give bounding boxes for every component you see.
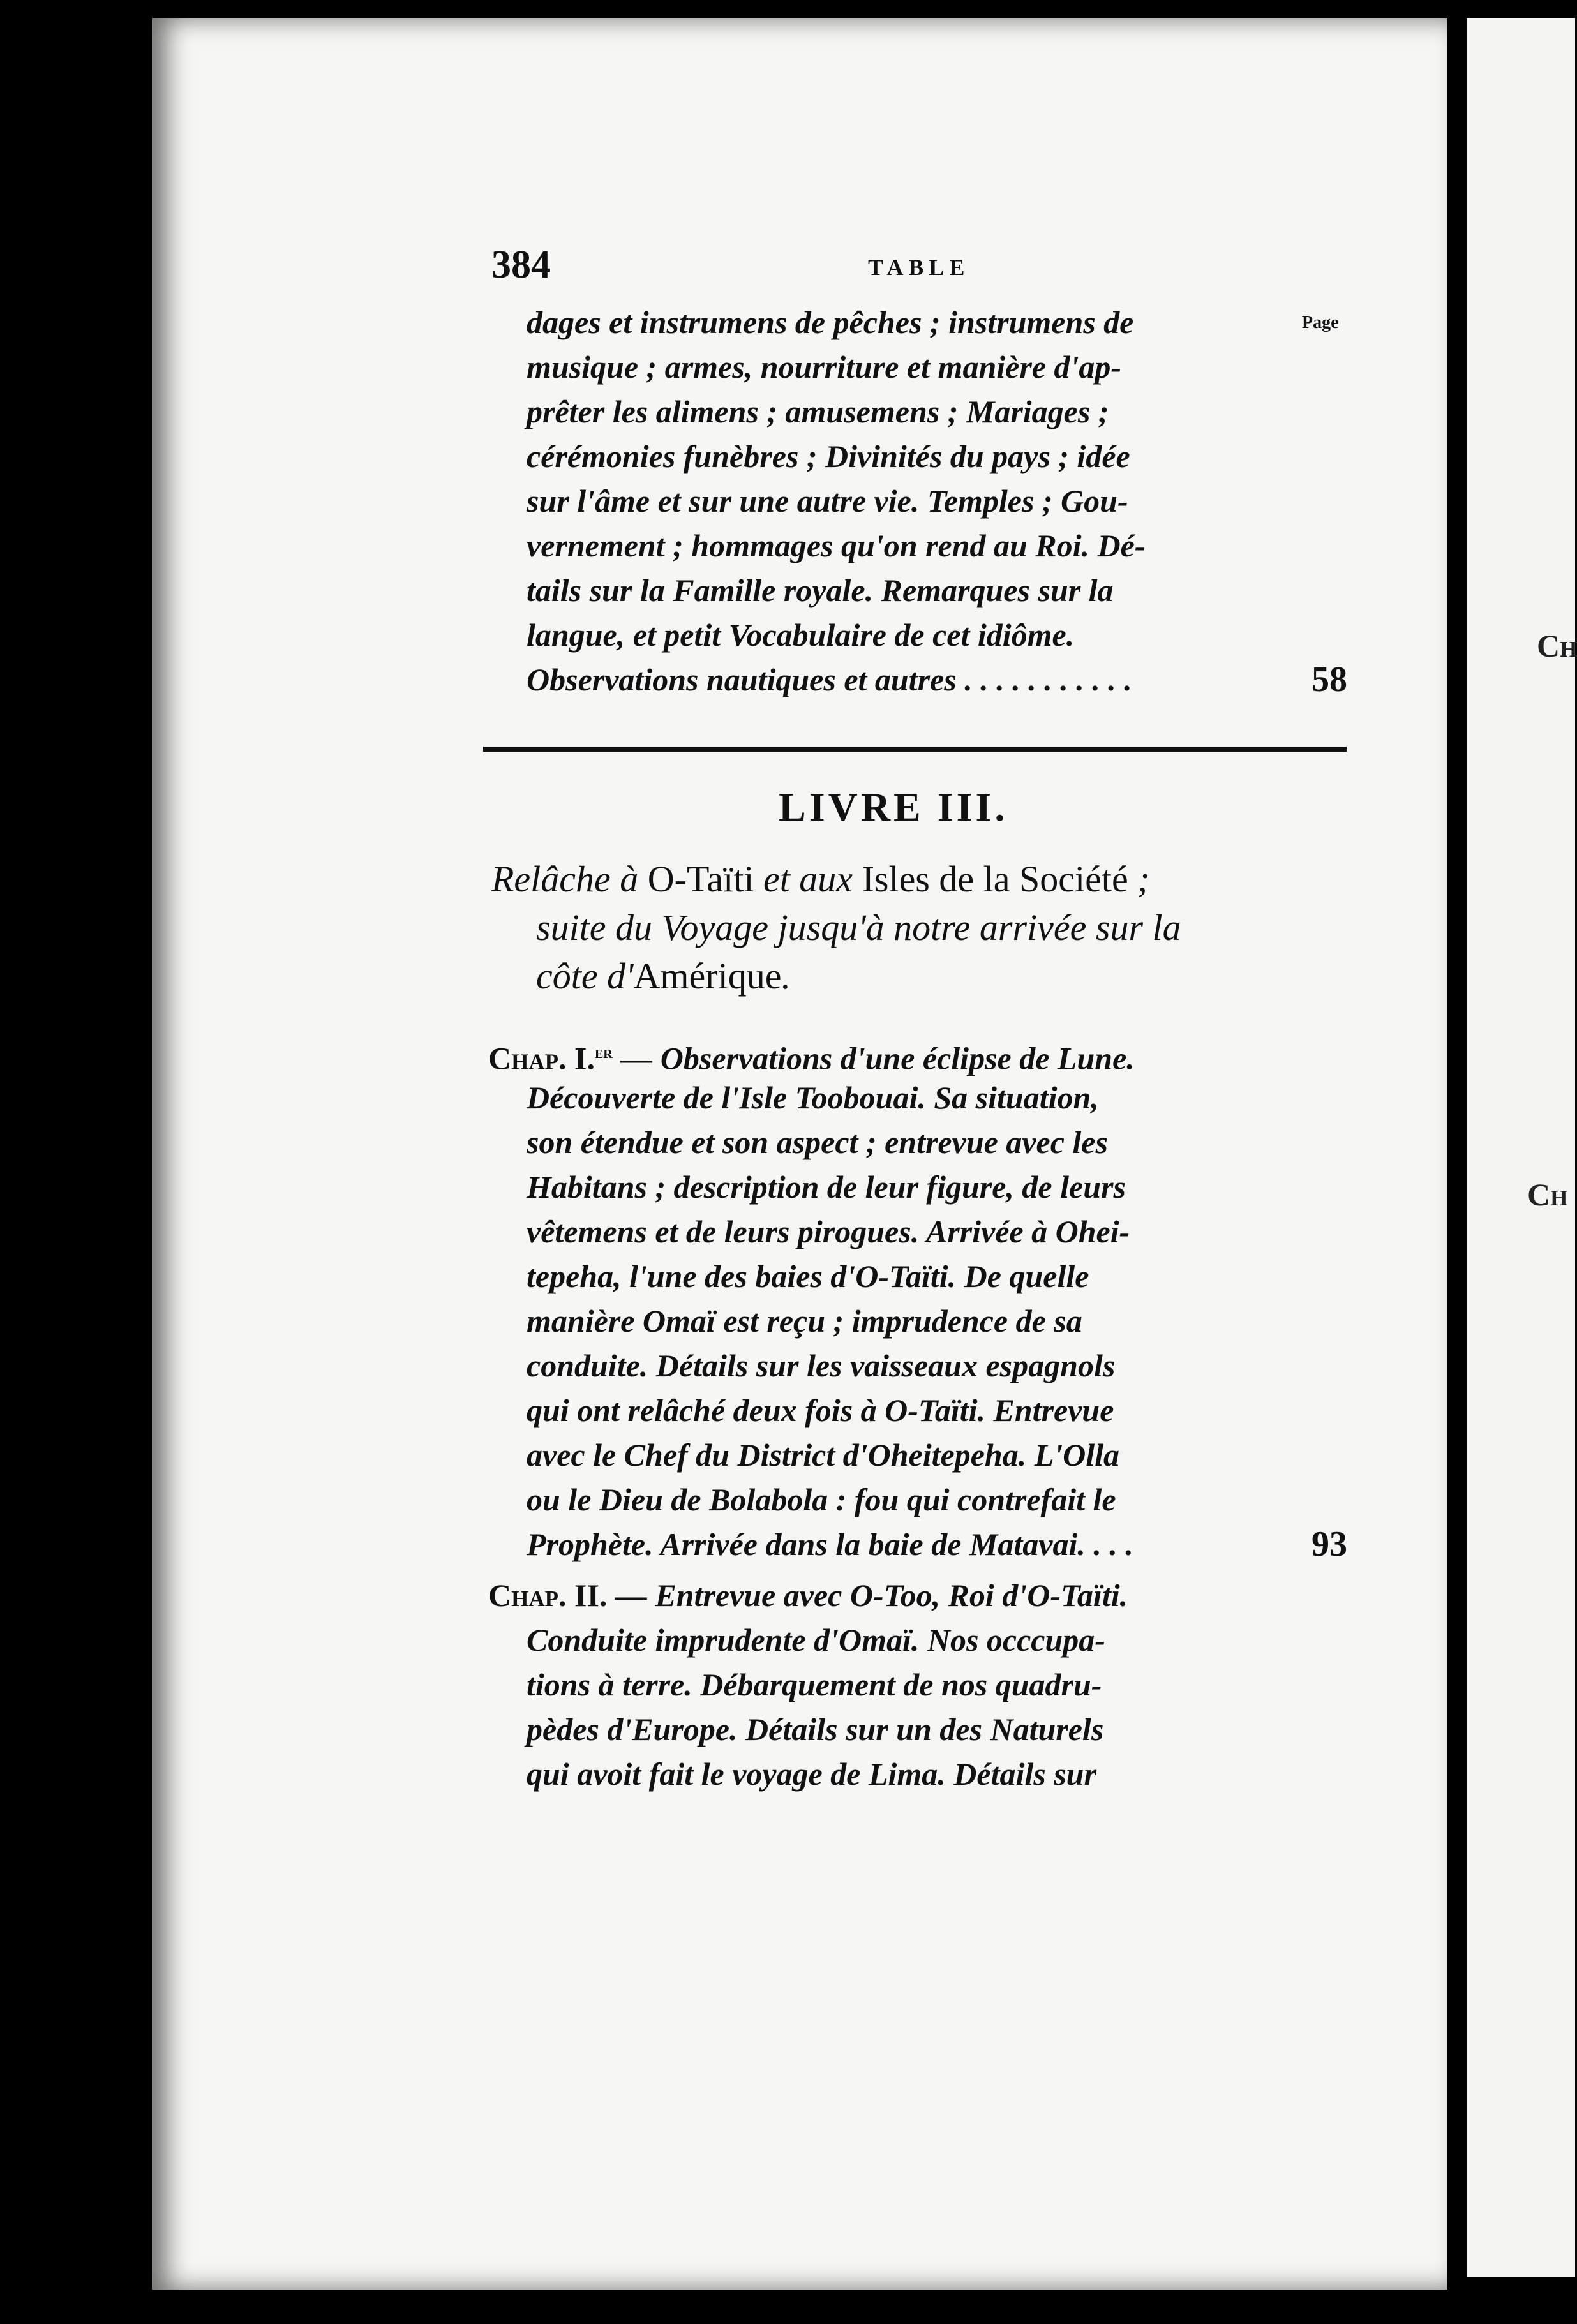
page-column-label: Page	[1302, 313, 1339, 332]
subtitle-line: côte d'Amérique.	[536, 955, 791, 997]
chapter-label: Chap. I.	[488, 1040, 595, 1076]
chapter-line: tions à terre. Débarquement de nos quadru-	[527, 1667, 1102, 1702]
section-divider	[483, 747, 1347, 752]
entry-line: prêter les alimens ; amusemens ; Mariages ;	[527, 394, 1109, 429]
page-reference: 93	[1312, 1524, 1347, 1564]
facing-page-edge	[1467, 18, 1575, 2277]
page-number: 384	[491, 243, 551, 287]
chapter-line: manière Omaï est reçu ; imprudence de sa	[527, 1303, 1082, 1339]
entry-line: dages et instrumens de pêches ; instrumens de	[527, 304, 1134, 340]
entry-line: Observations nautiques et autres . . . . . . . . . . .	[527, 662, 1132, 697]
running-title: TABLE	[868, 255, 970, 280]
livre-heading: LIVRE III.	[779, 784, 1008, 830]
entry-line: cérémonies funèbres ; Divinités du pays ; idée	[527, 438, 1130, 474]
chapter-line: ou le Dieu de Bolabola : fou qui contrefait le	[527, 1482, 1116, 1517]
chapter-line: qui ont relâché deux fois à O-Taïti. Entrevue	[527, 1392, 1114, 1428]
subtitle-line: Relâche à O-Taïti et aux Isles de la Société ;	[491, 858, 1150, 900]
entry-line: musique ; armes, nourriture et manière d'ap-	[527, 349, 1122, 385]
facing-fragment: Ch	[1527, 1177, 1568, 1212]
chapter-line: Prophète. Arrivée dans la baie de Matavai. . . .	[527, 1526, 1133, 1562]
subtitle-line: suite du Voyage jusqu'à notre arrivée sur la	[536, 907, 1181, 948]
entry-line: sur l'âme et sur une autre vie. Temples ; Gou-	[527, 483, 1128, 519]
chapter-line: Découverte de l'Isle Toobouai. Sa situation,	[527, 1080, 1099, 1115]
chapter-line: Chap. II. — Entrevue avec O-Too, Roi d'O-Taïti.	[488, 1577, 1128, 1613]
chapter-line: son étendue et son aspect ; entrevue avec les	[527, 1124, 1108, 1160]
chapter-line: Conduite imprudente d'Omaï. Nos occcupa-	[527, 1622, 1105, 1658]
entry-line: langue, et petit Vocabulaire de cet idiôme.	[527, 617, 1075, 653]
chapter-line: Habitans ; description de leur figure, de leurs	[527, 1169, 1126, 1205]
chapter-line: avec le Chef du District d'Oheitepeha. L'Olla	[527, 1437, 1120, 1473]
chapter-line: tepeha, l'une des baies d'O-Taïti. De quelle	[527, 1258, 1089, 1294]
entry-line: vernement ; hommages qu'on rend au Roi. Dé-	[527, 528, 1146, 563]
chapter-line: pèdes d'Europe. Détails sur un des Naturels	[527, 1711, 1104, 1747]
chapter-line: conduite. Détails sur les vaisseaux espagnols	[527, 1348, 1116, 1383]
chapter-line: qui avoit fait le voyage de Lima. Détails sur	[527, 1756, 1096, 1792]
chapter-line: Chap. I.$^{er}$ — Observations d'une éclipse de Lune.	[488, 1040, 1135, 1076]
chapter-label: Chap. II.	[488, 1577, 608, 1613]
entry-line: tails sur la Famille royale. Remarques sur la	[527, 572, 1114, 608]
page-reference: 58	[1312, 660, 1347, 699]
facing-fragment: Ch	[1537, 628, 1577, 664]
chapter-line: vêtemens et de leurs pirogues. Arrivée à Ohei-	[527, 1214, 1130, 1249]
